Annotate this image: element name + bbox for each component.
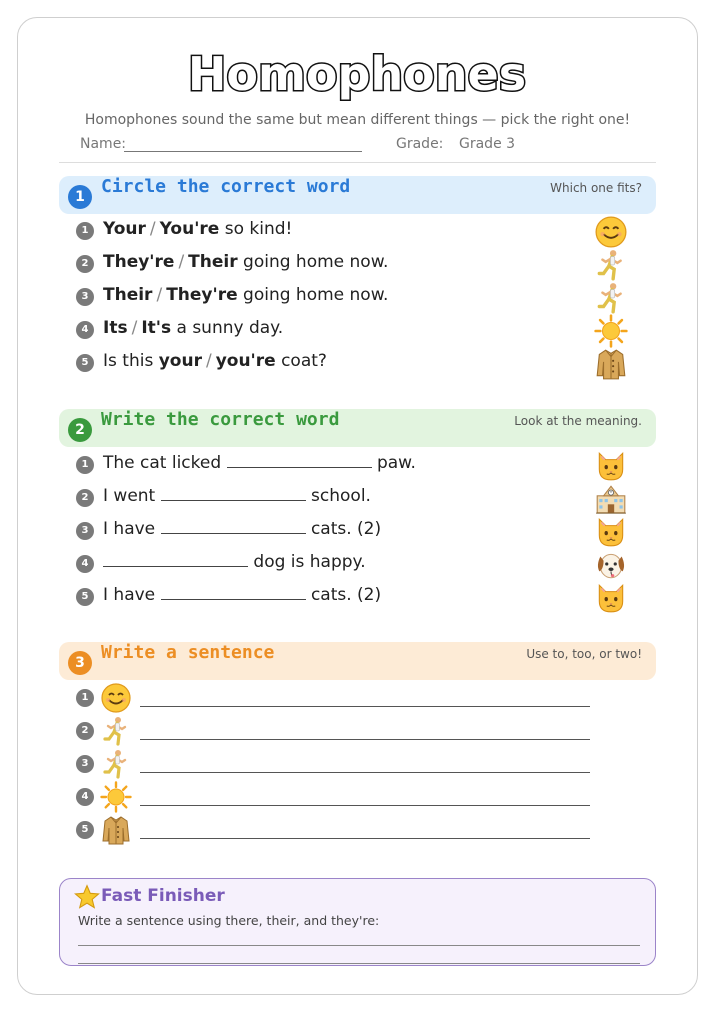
subtitle: Homophones sound the same but mean different things — pick the right one! [84,112,631,128]
cat-icon [592,515,630,549]
section-3-number: 3 [68,651,92,675]
word-option[interactable]: They're [103,252,175,272]
section-1-title: Circle the correct word [101,176,351,197]
smiley-icon [592,215,630,249]
cat-icon [592,449,630,483]
word-option[interactable]: your [158,351,202,371]
answer-line[interactable] [140,706,590,707]
list-item [76,517,636,545]
list-item [76,349,636,377]
school-icon [592,482,630,516]
option-separator: / [156,285,163,305]
sentence-start: I have [103,585,156,605]
word-option[interactable]: Their [103,285,153,305]
smiley-icon [99,682,133,714]
sentence-start: I have [103,519,156,539]
runner-icon [99,748,133,780]
answer-blank[interactable] [161,586,306,600]
answer-line[interactable] [140,805,590,806]
word-option[interactable]: you're [215,351,276,371]
section-2-title: Write the correct word [101,409,340,430]
sentence-end: school. [311,486,371,506]
list-item [76,217,636,245]
grade-value: Grade 3 [459,136,516,152]
item-number: 3 [76,755,94,773]
sentence-text [103,453,416,473]
item-number: 2 [76,489,94,507]
page-title [0,40,715,110]
option-separator: / [149,219,156,239]
sentence-text [103,351,327,371]
answer-blank[interactable] [161,520,306,534]
list-item [76,451,636,479]
word-option[interactable]: Your [103,219,146,239]
option-separator: / [131,318,138,338]
list-item [76,715,616,747]
item-number: 2 [76,722,94,740]
runner-icon [592,248,630,282]
sentence-text [103,552,366,572]
sun-icon [592,314,630,348]
sentence-text [103,519,381,539]
answer-line[interactable] [78,963,640,964]
list-item [76,781,616,813]
answer-blank[interactable] [227,454,372,468]
list-item [76,316,636,344]
answer-blank[interactable] [161,487,306,501]
sentence-end: paw. [376,453,416,473]
item-number: 5 [76,588,94,606]
sentence-text [103,486,371,506]
answer-blank[interactable] [103,553,248,567]
section-3-hint: Use to, too, or two! [526,647,642,661]
sentence-text [103,585,381,605]
sentence-end: going home now. [243,285,389,305]
word-option[interactable]: You're [159,219,220,239]
section-1-number: 1 [68,185,92,209]
item-number: 4 [76,321,94,339]
cat-icon [592,581,630,615]
section-1-hint: Which one fits? [550,181,642,195]
word-option[interactable]: Its [103,318,128,338]
sentence-text [103,252,388,272]
coat-icon [592,347,630,381]
item-number: 1 [76,222,94,240]
word-option[interactable]: Their [188,252,238,272]
star-icon [74,884,100,910]
list-item [76,682,616,714]
word-option[interactable]: It's [141,318,172,338]
list-item [76,283,636,311]
sentence-end: coat? [281,351,327,371]
page-title-text: Homophones [187,47,527,101]
answer-line[interactable] [78,945,640,946]
sentence-text [103,285,388,305]
fast-finisher-instructions: Write a sentence using there, their, and they're: [78,913,380,928]
word-option[interactable]: They're [166,285,238,305]
runner-icon [99,715,133,747]
sentence-start: Is this [103,351,154,371]
section-2-number: 2 [68,418,92,442]
section-3-header [59,642,656,680]
sentence-end: dog is happy. [253,552,366,572]
list-item [76,814,616,846]
item-number: 1 [76,456,94,474]
sentence-end: cats. (2) [310,585,382,605]
coat-icon [99,814,133,846]
sentence-start: I went [103,486,156,506]
name-field-line[interactable] [124,151,362,152]
grade-label: Grade: [396,136,444,152]
sentence-text [103,219,292,239]
option-separator: / [205,351,212,371]
fast-finisher-title: Fast Finisher [101,886,225,906]
list-item [76,583,636,611]
option-separator: / [178,252,185,272]
fast-finisher-box [59,878,656,966]
list-item [76,484,636,512]
answer-line[interactable] [140,739,590,740]
item-number: 4 [76,555,94,573]
list-item [76,250,636,278]
list-item [76,748,616,780]
item-number: 1 [76,689,94,707]
runner-icon [592,281,630,315]
sentence-start: The cat licked [103,453,222,473]
dog-icon [592,548,630,582]
item-number: 3 [76,522,94,540]
answer-line[interactable] [140,838,590,839]
section-2-hint: Look at the meaning. [514,414,642,428]
section-1-header [59,176,656,214]
item-number: 2 [76,255,94,273]
sentence-end: a sunny day. [176,318,284,338]
item-number: 3 [76,288,94,306]
name-label: Name: [80,136,127,152]
item-number: 5 [76,821,94,839]
item-number: 5 [76,354,94,372]
section-3-title: Write a sentence [101,642,275,663]
sentence-end: going home now. [243,252,389,272]
list-item [76,550,636,578]
item-number: 4 [76,788,94,806]
answer-line[interactable] [140,772,590,773]
sentence-end: cats. (2) [310,519,382,539]
sun-icon [99,781,133,813]
header-divider [59,162,656,163]
sentence-text [103,318,283,338]
sentence-end: so kind! [224,219,293,239]
section-2-header [59,409,656,447]
